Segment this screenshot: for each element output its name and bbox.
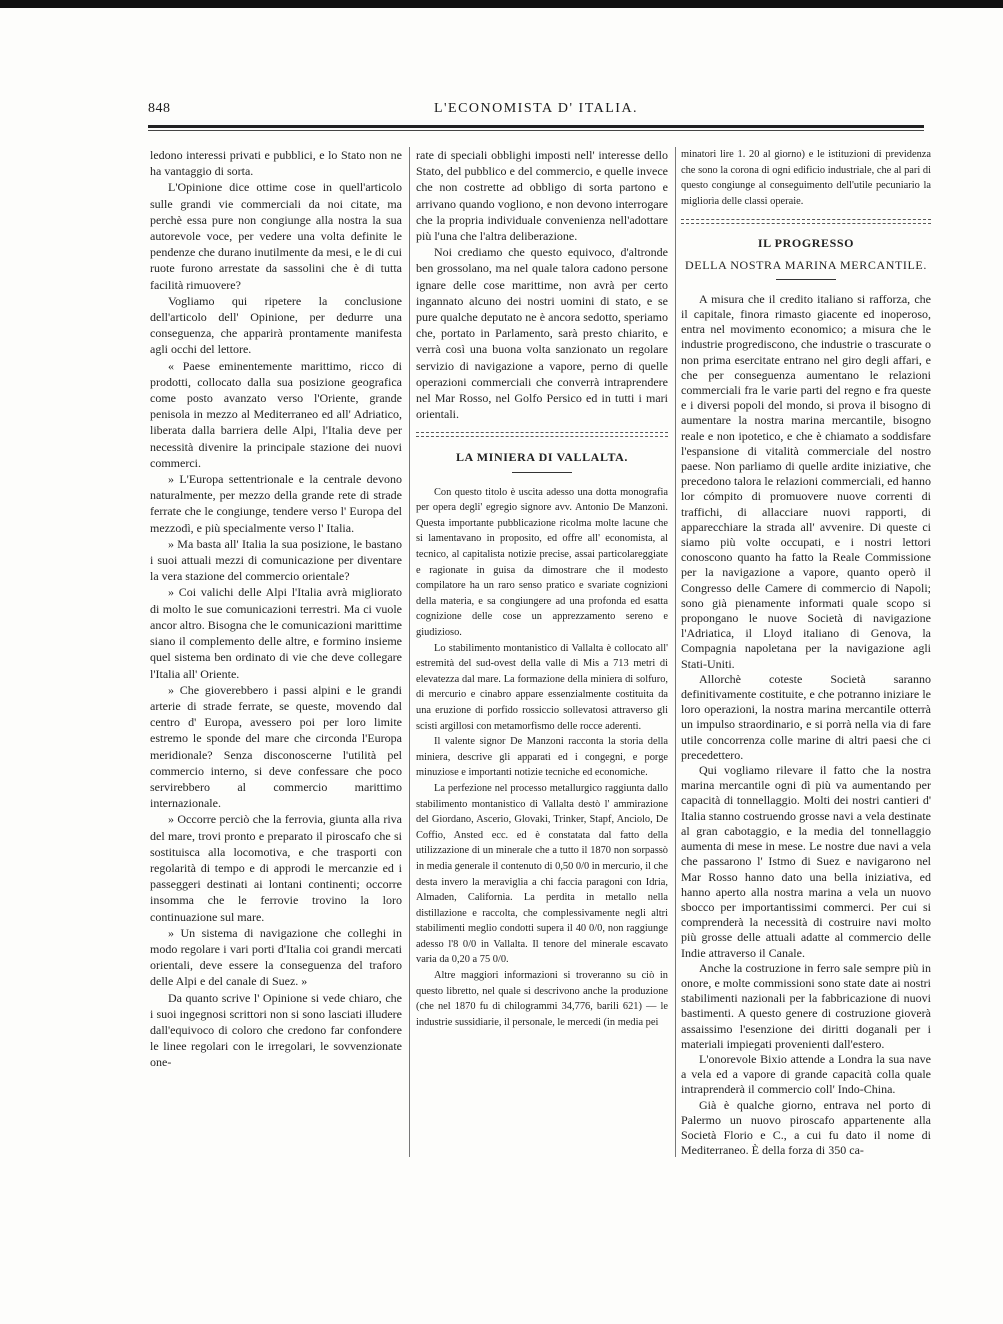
- paragraph: « Paese eminentemente marittimo, ricco di prodotti, collocato dalla sua posizione geografica come posto avanzato verso l'Oriente, grande penisola in mezzo al Mediterraneo ed all' Adriatico, liberata dalla barriera delle Alpi, l'Italia deve per necessità divenire la principale stazione dei nuovi commerci.: [150, 358, 402, 470]
- paragraph: A misura che il credito italiano si rafforza, che il capitale, finora rimasto giacente ed inoperoso, entra nel movimento economico; a misura che le industrie progrediscono, che industrie o trascurate o non prima esercitate entrano nel giro degli affari, e che per conseguenza aumentano le relazioni commerciali fra le varie parti del regno e fra queste e i diversi popoli del mondo, si prova il bisogno di aumentare la nostra marina mercantile, bisogno reale e non ipotetico, e che è chiamato a soddisfare l'espansione di vitalità commerciale del nostro paese. Non parliamo di quelle ardite iniziative, che precedono talora le relazioni commerciali, ed hanno lor cómpito di promuovere nuove correnti di traffichi, di allacciare nuovi rapporti, di apparecchiare la strada all' avvenire. Di queste ci siamo più volte occupati, e i nostri lettori conoscono quanto ha fatto la Reale Commissione per la navigazione a vapore, quanto operò il Congresso delle Camere di commercio di Napoli; sono già pienamente informati quale scopo si propongano le nuove Società di navigazione l'Adriatica, il Lloyd italiano di Genova, la Compagnia napoletana per la navigazione agli Stati-Uniti.: [681, 291, 931, 671]
- paragraph: ledono interessi privati e pubblici, e lo Stato non ne ha vantaggio di sorta.: [150, 148, 402, 179]
- title-rule: [512, 472, 572, 473]
- paragraph: » Un sistema di navigazione che colleghi in modo regolare i vari porti d'Italia coi grandi mercati orientali, deve essere la conseguenza del traforo delle Alpi e del canale di Suez. »: [150, 925, 402, 989]
- paragraph: » Che gioverebbero i passi alpini e le grandi arterie di strade ferrate, se queste, movendo dal centro d' Europa, avessero poi per loro limite estremo le sponde del mare che circonda l'Europa meridionale? Senza disconoscerne l'utilità pel commercio interno, si deve confessare che poco servirebbero al commercio marittimo internazionale.: [150, 682, 402, 811]
- paragraph: » Ma basta all' Italia la sua posizione, le bastano i suoi attuali mezzi di comunicazione per diventare la vera stazione del commercio orientale?: [150, 536, 402, 584]
- paragraph: Lo stabilimento montanistico di Vallalta è collocato all' estremità del sud-ovest della valle di Mis a 713 metri di elevatezza dal mare. La formazione della miniera di solfuro, di mercurio e cinabro appare essenzialmente costituita da una eruzione di porfido rossiccio sollevatosi attraverso gli scisti argillosi con metamorfismo delle rocce aderenti.: [416, 642, 668, 732]
- paragraph: L'onorevole Bixio attende a Londra la sua nave a vela ed a vapore di grande capacità colla quale intraprenderà il commercio coll' Indo-China.: [681, 1051, 931, 1097]
- paragraph: rate di speciali obblighi imposti nell' interesse dello Stato, del pubblico e del commercio, e quelle invece che non costrette ad obbligo di sorta partono e arrivano quando vogliono, e non devono interrogare che la propria individuale convenienza nell'adottare più l'una che l'altra deliberazione.: [416, 148, 668, 244]
- paragraph: Qui vogliamo rilevare il fatto che la nostra marina mercantile ogni dì più va aumentando per capacità di tonnellaggio. Molti dei nostri cantieri d' Italia stanno costruendo grosse navi a vela destinate al gran cabotaggio, e la media del tonnellaggio aumenta di mese in mese. Le nostre due navi a vela che passarono l' Istmo di Suez e navigarono nel Mar Rosso hanno dato una bella iniziativa, ed hanno aperto alla nostra marina a vela un nuovo sbocco per importantissimi commerci. Per cui si comprenderà la necessità di costruire navi molto più grosse delle attuali adatte al commercio delle Indie attraverso il Canale.: [681, 763, 931, 960]
- header-rule: [148, 125, 924, 128]
- paragraph: Altre maggiori informazioni si troveranno su ciò in questo libretto, nel quale si descrivono anche la produzione (che nel 1870 fu di chilogrammi 34,776, barili 621) — le industrie sussidiarie, il personale, le mercedi (in media pei: [416, 970, 668, 1028]
- header-rule-thin: [148, 130, 924, 131]
- paragraph: L'Opinione dice ottime cose in quell'articolo sulle grandi vie commerciali da noi citate, ma perchè essa pure non congiunge alla nostra la sua autorevole voce, per vedere una volta definite le pendenze che durano inutilmente da mesi, e le di cui ruote furono arrestate da sassolini che è di tutta facilità rimuovere?: [150, 180, 402, 292]
- paragraph: » Occorre perciò che la ferrovia, giunta alla riva del mare, trovi pronto e preparato il piroscafo che si sostituisca alla locomotiva, e che trasporti con regolarità di tempo e di approdi le mercanzie ed i passeggeri destinati ai lontani continenti; occorre insomma che le ferrovie trovino la loro continuazione sul mare.: [150, 812, 402, 924]
- paragraph: La perfezione nel processo metallurgico raggiunta dallo stabilimento montanistico di Vallalta destò l' ammirazione del Giordano, Ascerio, Glovaki, Trinker, Stapf, Anciolo, De Coffio, Ansted ecc. ed è constatata dal fatto della utilizzazione di un minerale che a tutto il 1870 non sorpassò in media generale il contenuto di 0,50 0/0 in mercurio, il che desta invero la meraviglia a chi faccia paragoni con Idria, Almaden, California. La perdita in metallo nella distillazione e raccolta, che complessivamente negli altri stabilimenti meglio condotti supera il 40 0/0, non raggiunge adesso l'8 0/0 in Vallalta. Il tenore del minerale escavato varia da 0,20 a 75 0/0.: [416, 782, 668, 966]
- page-header: [148, 101, 924, 121]
- section-subtitle: DELLA NOSTRA MARINA MERCANTILE.: [685, 257, 927, 272]
- paragraph: Vogliamo qui ripetere la conclusione dell'articolo dell' Opinione, per dedurre una conseguenza, che apparirà prontamente manifesta agli occhi del lettore.: [150, 293, 402, 357]
- paragraph: minatori lire 1. 20 al giorno) e le istituzioni di previdenza che sono la corona di ogni edificio industriale, che al pari di questo congiunge al conseguimento dell'utile pecuniario la migliorìa delle classi operaie.: [681, 149, 931, 207]
- column-divider: [409, 147, 410, 1157]
- column-divider: [675, 147, 676, 1157]
- scan-top-border: [0, 0, 1003, 8]
- column-middle: [416, 147, 668, 1030]
- paragraph: Anche la costruzione in ferro sale sempre più in onore, e molte commissioni sono state date ai nostri stabilimenti nazionali per la fabbricazione di nuovi bastimenti. A questo genere di costruzione gioverà assaissimo l'esenzione dei diritti doganali per i materiali impiegati provenienti dall'estero.: [681, 960, 931, 1051]
- paragraph: Da quanto scrive l' Opinione si vede chiaro, che i suoi ingegnosi scrittori non si sono lasciati illudere dall'equivoco di coloro che credono far confondere le linee regolari con le irregolari, le sovvenzionate one-: [150, 990, 402, 1070]
- paragraph: Già è qualche giorno, entrava nel porto di Palermo un nuovo piroscafo appartenente alla Società Florio e C., a cui fu dato il nome di Mediterraneo. È della forza di 350 ca-: [681, 1097, 931, 1158]
- section-separator: [681, 219, 931, 224]
- column-left: [150, 147, 402, 1071]
- section-separator: [416, 432, 668, 437]
- page-number: 848: [148, 101, 171, 116]
- paragraph: » L'Europa settentrionale e la centrale devono naturalmente, per mezzo della grande rete di strade ferrate che le congiunge, tendere verso l' Europa del mezzodì, e più specialmente verso l' Italia.: [150, 472, 402, 535]
- section-title: LA MINIERA DI VALLALTA.: [455, 450, 629, 465]
- paragraph: Allorchè coteste Società saranno definitivamente costituite, e che potranno iniziare le loro operazioni, la nostra marina mercantile otterrà un impulso straordinario, e si porrà nella via di fare utile concorrenza colle marine di altri paesi che ci precedettero.: [681, 671, 931, 762]
- paragraph: Noi crediamo che questo equivoco, d'altronde ben grossolano, ma nel quale talora cadono persone ignare delle cose marittime, non avrà per certo ingannato alcuno dei nostri uomini di stato, e se pure qualche deputato ne è ancora sedotto, speriamo che, portato in Parlamento, sarà presto chiarito, e verrà così una buona volta sanzionato un regolare servizio di navigazione a vapore, perno di quelle operazioni commerciali che converrà intraprendere nel Mar Rosso, nel Golfo Persico ed in tutti i mari orientali.: [416, 245, 668, 422]
- paragraph: Con questo titolo è uscita adesso una dotta monografia per opera degli' egregio signore avv. Antonio De Manzoni. Questa importante pubblicazione ricolma molte lacune che si lamentavano in proposito, ed offre all' economista, al tecnico, al capitalista notizie precise, assai particolareggiate e ragionate in guisa da dimostrare che il modesto compilatore ha un raro senso pratico e svariate cognizioni della materia, e sa congiungere ad una profonda ed esatta cognizione delle cose un apprezzamento sereno e giudizioso.: [416, 486, 668, 638]
- paragraph: Il valente signor De Manzoni racconta la storia della miniera, descrive gli apparati ed i congegni, e porge minuziose e importanti notizie tecniche ed economiche.: [416, 736, 668, 779]
- section-title: IL PROGRESSO: [757, 236, 855, 251]
- journal-title: L'ECONOMISTA D' ITALIA.: [433, 101, 639, 116]
- paragraph: » Coi valichi delle Alpi l'Italia avrà migliorato di molto le sue comunicazioni terrestri. Ma ci vuole ancor altro. Bisogna che le comunicazioni marittime siano il complemento delle altre, e formino insieme quel sistema ben ordinato di vie che deve collegare l'Italia all' Oriente.: [150, 585, 402, 681]
- title-rule: [776, 279, 836, 280]
- column-right: [681, 147, 931, 1158]
